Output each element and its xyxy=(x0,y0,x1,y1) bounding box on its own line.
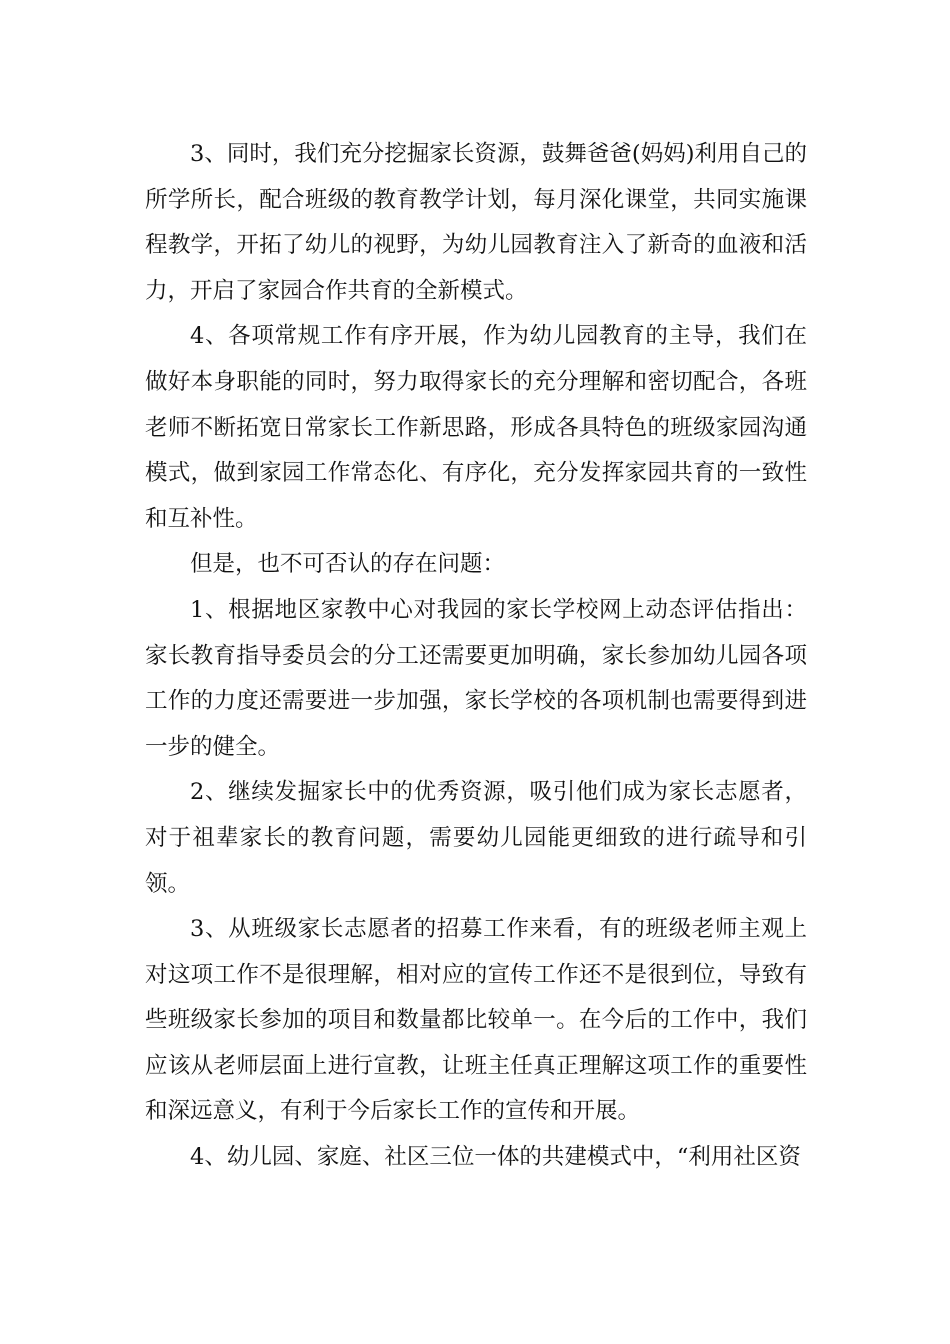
paragraph-problem-3: 3、从班级家长志愿者的招募工作来看，有的班级老师主观上对这项工作不是很理解，相对应的宣传工作还不是很到位，导致有些班级家长参加的项目和数量都比较单一。在今后的工作中，我们应该从老师层面上进行宣教，让班主任真正理解这项工作的重要性和深远意义，有利于今后家长工作的宣传和开展。 xyxy=(145,916,807,1125)
paragraph-problems-intro: 但是，也不可否认的存在问题： xyxy=(190,551,506,578)
paragraph-problem-1: 1、根据地区家教中心对我园的家长学校网上动态评估指出：家长教育指导委员会的分工还需要更加明确，家长参加幼儿园各项工作的力度还需要进一步加强，家长学校的各项机制也需要得到进一步的健全。 xyxy=(145,596,807,760)
paragraph-problem-4: 4、幼儿园、家庭、社区三位一体的共建模式中，“利用社区资 xyxy=(190,1144,801,1171)
document-body xyxy=(145,132,807,1181)
paragraph-routine-work: 4、各项常规工作有序开展，作为幼儿园教育的主导，我们在做好本身职能的同时，努力取得家长的充分理解和密切配合，各班老师不断拓宽日常家长工作新思路，形成各具特色的班级家园沟通模式，做到家园工作常态化、有序化，充分发挥家园共育的一致性和互补性。 xyxy=(145,323,807,532)
paragraph-parent-resources: 3、同时，我们充分挖掘家长资源，鼓舞爸爸(妈妈)利用自己的所学所长，配合班级的教育教学计划，每月深化课堂，共同实施课程教学，开拓了幼儿的视野，为幼儿园教育注入了新奇的血液和活力，开启了家园合作共育的全新模式。 xyxy=(145,141,807,304)
paragraph-problem-2: 2、继续发掘家长中的优秀资源，吸引他们成为家长志愿者，对于祖辈家长的教育问题，需要幼儿园能更细致的进行疏导和引领。 xyxy=(145,779,807,897)
